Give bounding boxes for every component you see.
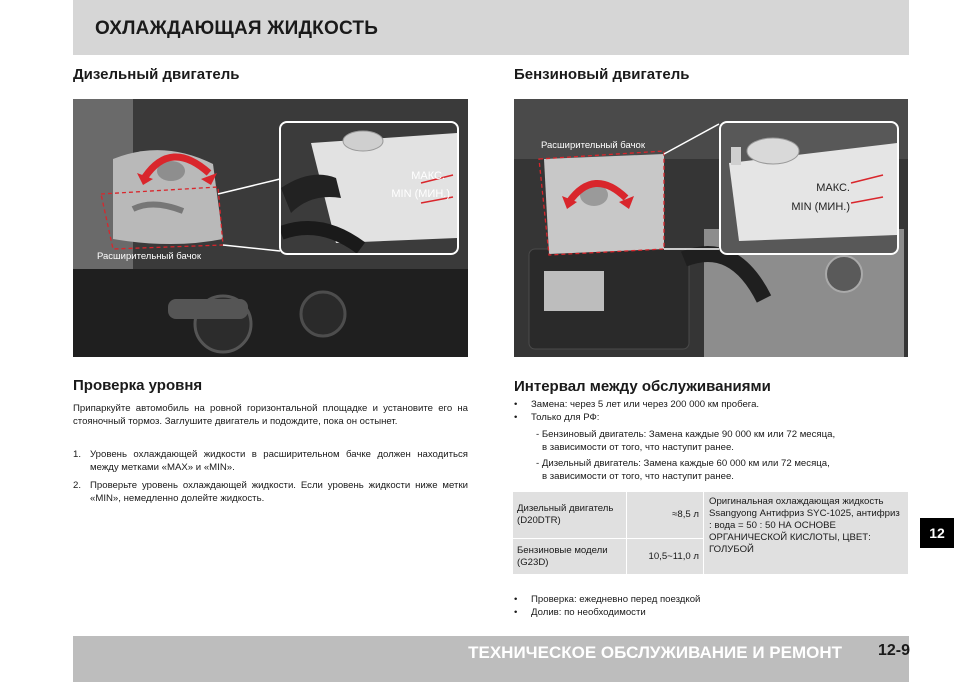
- table-cell-model: Бензиновые модели (G23D): [513, 539, 627, 575]
- step-text: Проверьте уровень охлаждающей жидкости. Если уровень жидкости ниже метки «MIN», немедленно долейте жидкость.: [90, 480, 468, 504]
- interval-bullet: [514, 399, 909, 412]
- step-text: Уровень охлаждающей жидкости в расширительном бачке должен находиться между метками «MAX» и «MIN».: [90, 449, 468, 473]
- bullet-text: Только для РФ:: [531, 412, 600, 423]
- bullet-mark: •: [514, 607, 518, 618]
- diesel-tank-label: Расширительный бачок: [97, 251, 201, 262]
- gasoline-title: Бензиновый двигатель: [514, 66, 690, 83]
- table-cell-spec: Оригинальная охлаждающая жидкость Ssangyong Антифриз SYC-1025, антифриз : вода = 50 : 50 НА ОСНОВЕ ОРГАНИЧЕСКОЙ КИСЛОТЫ, ЦВЕТ: ГОЛУБОЙ: [704, 492, 909, 575]
- check-step: [73, 449, 468, 474]
- check-intro: Припаркуйте автомобиль на ровной горизонтальной площадке и установите его на стояночный тормоз. Заглушите двигатель и подождите, пока он остынет.: [73, 403, 468, 427]
- diesel-min-label: MIN (МИН.): [391, 188, 450, 200]
- gasoline-tank-label: Расширительный бачок: [541, 140, 645, 151]
- interval-title: Интервал между обслуживаниями: [514, 378, 771, 395]
- check-title: Проверка уровня: [73, 377, 203, 394]
- table-cell-volume: 10,5~11,0 л: [627, 539, 704, 575]
- interval-bullet: [514, 412, 909, 425]
- note-text: Долив: по необходимости: [531, 607, 646, 618]
- coolant-spec-table: [512, 491, 909, 575]
- interval-sub-item: [536, 429, 908, 454]
- footer-title: ТЕХНИЧЕСКОЕ ОБСЛУЖИВАНИЕ И РЕМОНТ: [468, 643, 842, 662]
- gasoline-min-label: MIN (МИН.): [791, 201, 850, 213]
- step-number: 2.: [73, 480, 82, 491]
- bullet-mark: •: [514, 594, 518, 605]
- sub-item-line: в зависимости от того, что наступит ранее.: [542, 441, 734, 453]
- bullet-mark: •: [514, 412, 518, 423]
- bullet-text: Замена: через 5 лет или через 200 000 км пробега.: [531, 399, 760, 410]
- page-title: ОХЛАЖДАЮЩАЯ ЖИДКОСТЬ: [95, 18, 379, 39]
- sub-item-line: - Дизельный двигатель: Замена каждые 60 000 км или 72 месяца,: [536, 458, 830, 469]
- check-step: [73, 480, 468, 505]
- bullet-mark: •: [514, 399, 518, 410]
- sub-item-line: - Бензиновый двигатель: Замена каждые 90 000 км или 72 месяца,: [536, 429, 836, 440]
- table-row: [513, 492, 909, 539]
- note-bullet: [514, 594, 909, 607]
- table-cell-volume: ≈8,5 л: [627, 492, 704, 539]
- gasoline-max-label: МАКС.: [816, 182, 850, 194]
- sub-item-line: в зависимости от того, что наступит ранее.: [542, 470, 734, 482]
- interval-sub-item: [536, 458, 908, 483]
- step-number: 1.: [73, 449, 82, 460]
- chapter-tab: 12: [920, 518, 954, 548]
- note-bullet: [514, 607, 909, 620]
- note-text: Проверка: ежедневно перед поездкой: [531, 594, 701, 605]
- page-number: 12-9: [877, 642, 910, 659]
- table-cell-model: Дизельный двигатель (D20DTR): [513, 492, 627, 539]
- diesel-max-label: МАКС.: [411, 170, 445, 182]
- diesel-title: Дизельный двигатель: [73, 66, 240, 83]
